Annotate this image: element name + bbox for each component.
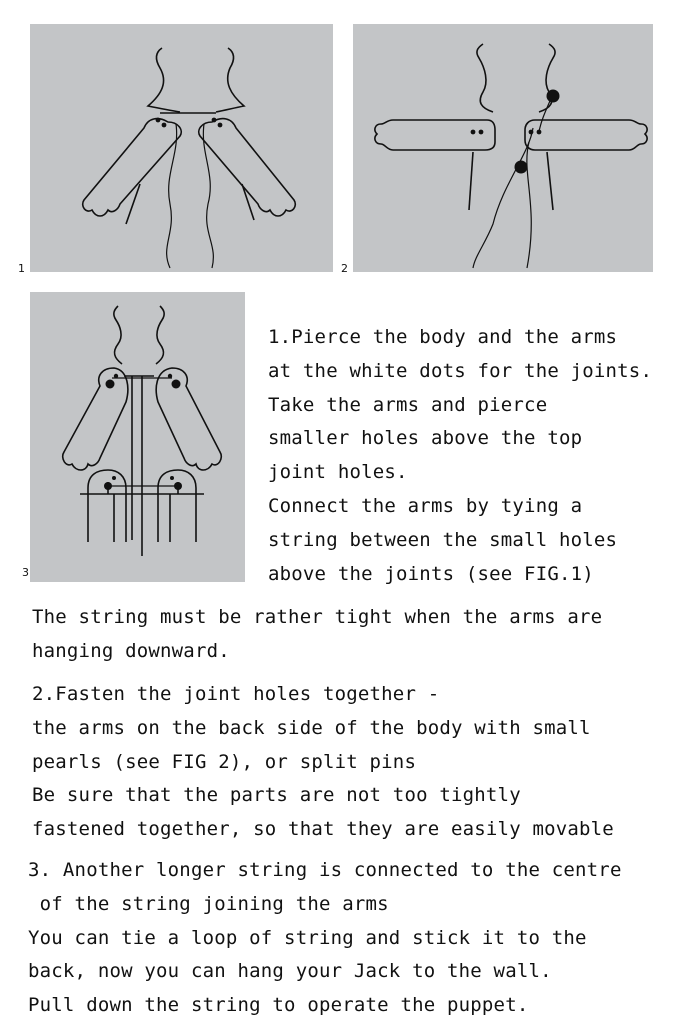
- step-2-line: pearls (see FIG 2), or split pins: [32, 750, 417, 773]
- note-line: The string must be rather tight when the arms are: [32, 606, 603, 628]
- step-3-line: of the string joining the arms: [28, 892, 389, 915]
- figure-3-drawing: [30, 292, 245, 582]
- figure-2-panel: [353, 24, 653, 272]
- tension-note: [32, 601, 602, 669]
- step-2-text: [32, 678, 614, 847]
- step-1-line: Connect the arms by tying a: [268, 494, 583, 517]
- figure-3-panel: [30, 292, 245, 582]
- step-1-line: string between the small holes: [268, 528, 618, 551]
- step-2-line: fastened together, so that they are easily movable: [32, 818, 614, 841]
- figure-3-number: 3: [22, 566, 29, 579]
- step-2-line: the arms on the back side of the body with small: [32, 716, 591, 739]
- figure-2-drawing: [353, 24, 653, 272]
- step-2-line: 2.Fasten the joint holes together -: [32, 683, 440, 705]
- pearl-bottom: [515, 161, 528, 174]
- figure-1-drawing: [30, 24, 333, 272]
- step-3-line: 3. Another longer string is connected to the centre: [28, 859, 622, 881]
- step-1-text: [268, 321, 652, 591]
- step-3-line: back, now you can hang your Jack to the wall.: [28, 960, 552, 983]
- step-3-line: You can tie a loop of string and stick it to the: [28, 926, 587, 949]
- step-1-line: 1.Pierce the body and the arms: [268, 326, 618, 348]
- step-1-line: above the joints (see FIG.1): [268, 562, 594, 585]
- figure-2-number: 2: [341, 262, 348, 275]
- step-2-line: Be sure that the parts are not too tightly: [32, 784, 521, 807]
- figure-1-number: 1: [18, 262, 25, 275]
- step-3-line: Pull down the string to operate the puppet.: [28, 994, 529, 1017]
- step-1-line: Take the arms and pierce: [268, 393, 548, 416]
- pearl-top: [547, 90, 560, 103]
- step-1-line: at the white dots for the joints.: [268, 359, 653, 382]
- figure-1-panel: [30, 24, 333, 272]
- note-line: hanging downward.: [32, 639, 230, 662]
- step-1-line: smaller holes above the top: [268, 427, 583, 450]
- step-3-text: [28, 854, 622, 1023]
- step-1-line: joint holes.: [268, 461, 408, 484]
